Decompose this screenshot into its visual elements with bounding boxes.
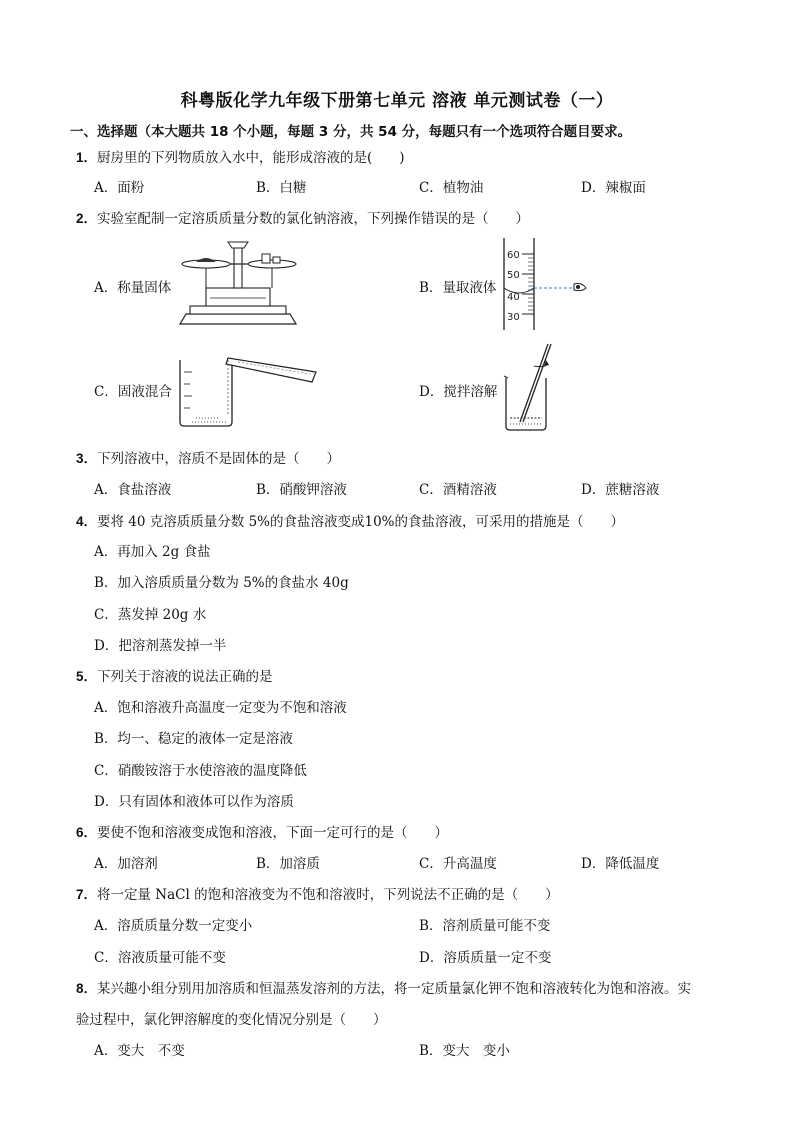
- question-text: 下列溶液中，溶质不是固体的是（ ）: [97, 451, 341, 467]
- option-d: D．溶质质量一定不变: [419, 950, 552, 966]
- question-number: 7．: [76, 887, 98, 902]
- question-number: 2．: [76, 211, 98, 226]
- page-title: 科粤版化学九年级下册第七单元 溶液 单元测试卷（一）: [180, 91, 614, 111]
- option-d: D．只有固体和液体可以作为溶质: [94, 794, 294, 810]
- option-b: B．加入溶质质量分数为 5%的食盐水 40g: [94, 575, 349, 591]
- question-5: [76, 665, 273, 685]
- option-a: A．变大 不变: [94, 1043, 185, 1059]
- question-7: [76, 883, 559, 903]
- question-number: 4．: [76, 514, 98, 529]
- option-c: C．蒸发掉 20g 水: [94, 607, 207, 623]
- cylinder-tick-30: 30: [507, 312, 520, 323]
- option-d: D．把溶剂蒸发掉一半: [94, 638, 227, 654]
- cylinder-tick-60: 60: [507, 250, 520, 261]
- option-a: A．溶质质量分数一定变小: [94, 918, 253, 934]
- option-b: B．变大 变小: [419, 1043, 510, 1059]
- question-text: 要将 40 克溶质质量分数 5%的食盐溶液变成10%的食盐溶液，可采用的措施是（ ）: [97, 514, 624, 530]
- beaker-pouring-figure: [176, 346, 322, 428]
- option-d: D．蔗糖溶液: [581, 482, 660, 498]
- option-d: D．降低温度: [581, 856, 660, 872]
- cylinder-tick-50: 50: [507, 270, 520, 281]
- question-number: 5．: [76, 669, 98, 684]
- graduated-cylinder-figure: [498, 238, 594, 332]
- option-a: A．食盐溶液: [94, 482, 172, 498]
- option-c: C．固液混合: [94, 384, 172, 400]
- question-text: 厨房里的下列物质放入水中，能形成溶液的是( ): [97, 150, 405, 166]
- option-d: D．辣椒面: [581, 180, 646, 196]
- section-heading: 一、选择题（本大题共 18 个小题，每题 3 分，共 54 分，每题只有一个选项符合题目要求。: [70, 124, 632, 140]
- option-b: B．硝酸钾溶液: [256, 482, 347, 498]
- question-2: [76, 207, 529, 227]
- option-c: C．植物油: [419, 180, 484, 196]
- question-8: [76, 977, 691, 997]
- question-text: 将一定量 NaCl 的饱和溶液变为不饱和溶液时，下列说法不正确的是（ ）: [97, 887, 559, 903]
- option-a: A．面粉: [94, 180, 145, 196]
- question-number: 6．: [76, 825, 98, 840]
- option-a: A．饱和溶液升高温度一定变为不饱和溶液: [94, 700, 347, 716]
- option-d: D．搅拌溶解: [419, 384, 498, 400]
- option-b: B．溶剂质量可能不变: [419, 918, 551, 934]
- option-c: C．酒精溶液: [419, 482, 497, 498]
- balance-scale-figure: [176, 238, 300, 330]
- option-c: C．硝酸铵溶于水使溶液的温度降低: [94, 763, 307, 779]
- question-4: [76, 510, 624, 530]
- option-a: A．称量固体: [94, 280, 172, 296]
- question-6: [76, 821, 448, 841]
- option-b: B．加溶质: [256, 856, 320, 872]
- cylinder-tick-40: 40: [507, 292, 520, 303]
- option-c: C．溶液质量可能不变: [94, 950, 226, 966]
- stirring-beaker-figure: [500, 340, 560, 434]
- option-c: C．升高温度: [419, 856, 497, 872]
- question-text: 某兴趣小组分别用加溶质和恒温蒸发溶剂的方法，将一定质量氯化钾不饱和溶液转化为饱和溶液。实: [97, 981, 692, 997]
- question-number: 1．: [76, 150, 98, 165]
- question-text: 实验室配制一定溶质质量分数的氯化钠溶液，下列操作错误的是（ ）: [97, 211, 530, 227]
- question-number: 8．: [76, 981, 98, 996]
- question-number: 3．: [76, 451, 98, 466]
- question-3: [76, 447, 340, 467]
- question-text: 下列关于溶液的说法正确的是: [97, 669, 273, 685]
- question-1: [76, 146, 405, 166]
- option-a: A．加溶剂: [94, 856, 158, 872]
- option-a: A．再加入 2g 食盐: [94, 544, 211, 560]
- option-b: B．白糖: [256, 180, 307, 196]
- option-b: B．均一、稳定的液体一定是溶液: [94, 731, 293, 747]
- question-text: 要使不饱和溶液变成饱和溶液，下面一定可行的是（ ）: [97, 825, 449, 841]
- option-b: B．量取液体: [419, 280, 497, 296]
- question-8-continued: 验过程中，氯化钾溶解度的变化情况分别是（ ）: [76, 1012, 387, 1028]
